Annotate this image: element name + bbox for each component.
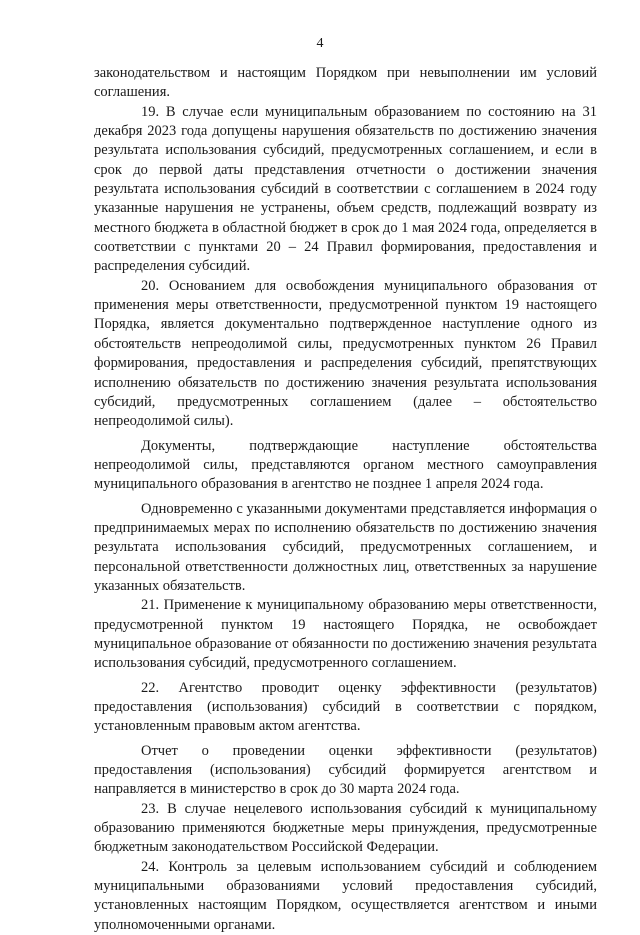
paragraph-report: Отчет о проведении оценки эффективности (результатов) предоставления (использования) субсидий формируется агентством и направляется в министерство в срок до 30 марта 2024 года.: [94, 742, 597, 798]
paragraph-item-22: 22. Агентство проводит оценку эффективности (результатов) предоставления (использования) субсидий в соответствии с порядком, установленным правовым актом агентства.: [94, 679, 597, 735]
paragraph-item-20: 20. Основанием для освобождения муниципального образования от применения меры ответственности, предусмотренной пунктом 19 настоящего Порядка, является документально подтвержденное наступление одного из обстоятельств непреодолимой силы, предусмотренных пунктом 26 Правил формирования, предоставления и распределения субсидий, препятствующих исполнению обязательств по достижению значения результата использования субсидий, предусмотренных соглашением (далее – обстоятельство непреодолимой силы).: [94, 277, 597, 430]
paragraph-item-24: 24. Контроль за целевым использованием субсидий и соблюдением муниципальными образованиями условий предоставления субсидий, установленных настоящим Порядком, осуществляется агентством и иными уполномоченными органами.: [94, 858, 597, 933]
page-number: 4: [316, 36, 324, 51]
paragraph-simultaneously: Одновременно с указанными документами представляется информация о предпринимаемых мерах по исполнению обязательств по достижению значения результата использования субсидий, предусмотренных соглашением, и персональной ответственности должностных лиц, ответственных за нарушение указанных обязательств.: [94, 500, 597, 594]
paragraph-documents: Документы, подтверждающие наступление обстоятельства непреодолимой силы, представляются органом местного самоуправления муниципального образования в агентство не позднее 1 апреля 2024 года.: [94, 437, 597, 493]
paragraph-item-21: 21. Применение к муниципальному образованию меры ответственности, предусмотренной пунктом 19 настоящего Порядка, не освобождает муниципальное образование от обязанности по достижению значения результата использования субсидий, предусмотренного соглашением.: [94, 597, 597, 672]
paragraph-item-19: 19. В случае если муниципальным образованием по состоянию на 31 декабря 2023 года допущены нарушения обязательств по достижению значения результата использования субсидий, предусмотренных соглашением, и если в срок до первой даты представления отчетности о достижении значения результата использования субсидий в соответствии с соглашением в 2024 году указанные нарушения не устранены, объем средств, подлежащий возврату из местного бюджета в областной бюджет в срок до 1 мая 2024 года, определяется в соответствии с пунктами 20 – 24 Правил формирования, предоставления и распределения субсидий.: [94, 103, 597, 275]
paragraph-item-23: 23. В случае нецелевого использования субсидий к муниципальному образованию применяются бюджетные меры принуждения, предусмотренные бюджетным законодательством Российской Федерации.: [94, 800, 597, 856]
paragraph-continuation: законодательством и настоящим Порядком при невыполнении им условий соглашения.: [94, 65, 597, 101]
document-body: [94, 64, 597, 935]
